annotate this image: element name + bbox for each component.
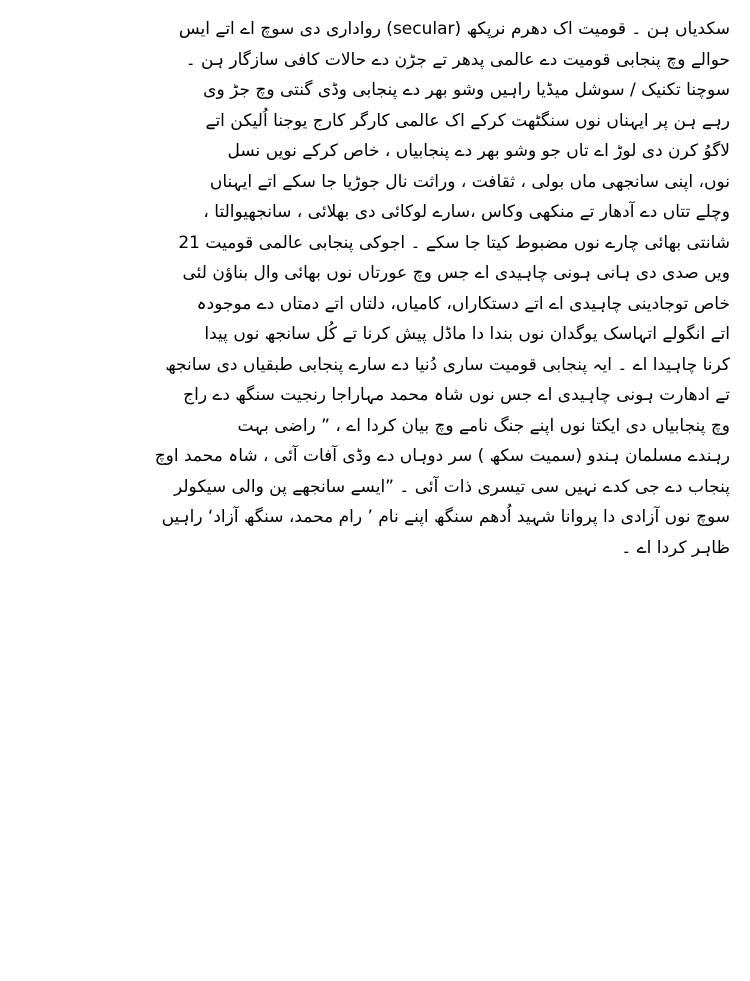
paragraph-line-16: پنجاب دے جی کدے نہیں سی تیسری ذات آئی ۔ ”ایسے سانجھے پن والی سیکولر bbox=[173, 476, 730, 497]
paragraph-line-10: خاص توجادینی چاہیدی اے اتے دستکاراں، کامیاں، دلتاں اتے دمتاں دے موجودہ bbox=[196, 293, 730, 314]
paragraph-line-18: ظاہر کردا اے ۔ bbox=[621, 537, 730, 558]
paragraph-line-9: ویں صدی دی ہانی ہونی چاہیدی اے جس وچ عورتاں نوں بھائی وال بناؤن لئی bbox=[182, 263, 730, 283]
paragraph-line-3: سوچنا تکنیک / سوشل میڈیا راہیں وشو بھر دے پنجابی وڈی گنتی وچ جڑ وی bbox=[203, 80, 730, 100]
paragraph-line-6: نوں، اپنی سانجھی ماں بولی ، ثقافت ، وراثت نال جوڑیا جا سکے اتے ایہناں bbox=[209, 171, 730, 192]
paragraph-line-5: لاگوُ کرن دی لوڑ اے تاں جو وشو بھر دے پنجابیاں ، خاص کرکے نویں نسل bbox=[227, 141, 730, 161]
paragraph-line-15: رہندے مسلمان ہندو (سمیت سکھ ) سر دوہاں دے وڈی آفات آئی ، شاہ محمد اوچ bbox=[154, 446, 730, 466]
paragraph-line-7: وچلے تتاں دے آدھار تے منکھی وکاس ،سارے لوکائی دی بھلائی ، سانجھیوالتا ، bbox=[203, 202, 730, 222]
paragraph-line-12: کرنا چاہیدا اے ۔ ایہ پنجابی قومیت ساری دُنیا دے سارے پنجابی طبقیاں دی سانجھ bbox=[165, 354, 730, 375]
paragraph-line-4: رہے ہن پر ایہناں نوں سنگٹھت کرکے اک عالمی کارگر کارج یوجنا اُلیکن اتے bbox=[205, 110, 730, 131]
paragraph-line-8: شانتی بھائی چارے نوں مضبوط کیتا جا سکے ۔ اجوکی پنجابی عالمی قومیت 21 bbox=[178, 232, 730, 253]
paragraph-line-2: حوالے وچ پنجابی قومیت دے عالمی پدھر تے جڑن دے حالات کافی سازگار ہن ۔ bbox=[185, 49, 730, 70]
paragraph-line-1: سکدیاں ہن ۔ قومیت اک دھرم نرپکھ (secular) رواداری دی سوچ اے اتے ایس bbox=[178, 19, 730, 39]
paragraph-line-14: وچ پنجابیاں دی ایکتا نوں اپنے جنگ نامے وچ بیان کردا اے ، ” راضی بہت bbox=[237, 415, 730, 436]
paragraph-line-17: سوچ نوں آزادی دا پروانا شہید اُدھم سنگھ اپنے نام ’ رام محمد، سنگھ آزاد‘ راہیں bbox=[161, 507, 730, 527]
paragraph-line-13: تے ادھارت ہونی چاہیدی اے جس نوں شاہ محمد مہاراجا رنجیت سنگھ دے راج bbox=[183, 385, 730, 405]
paragraph-body bbox=[34, 14, 730, 563]
paragraph-line-11: اتے انگولے اتہاسک یوگدان نوں بندا دا ماڈل پیش کرنا تے کُل سانجھ نوں پیدا bbox=[204, 324, 730, 344]
